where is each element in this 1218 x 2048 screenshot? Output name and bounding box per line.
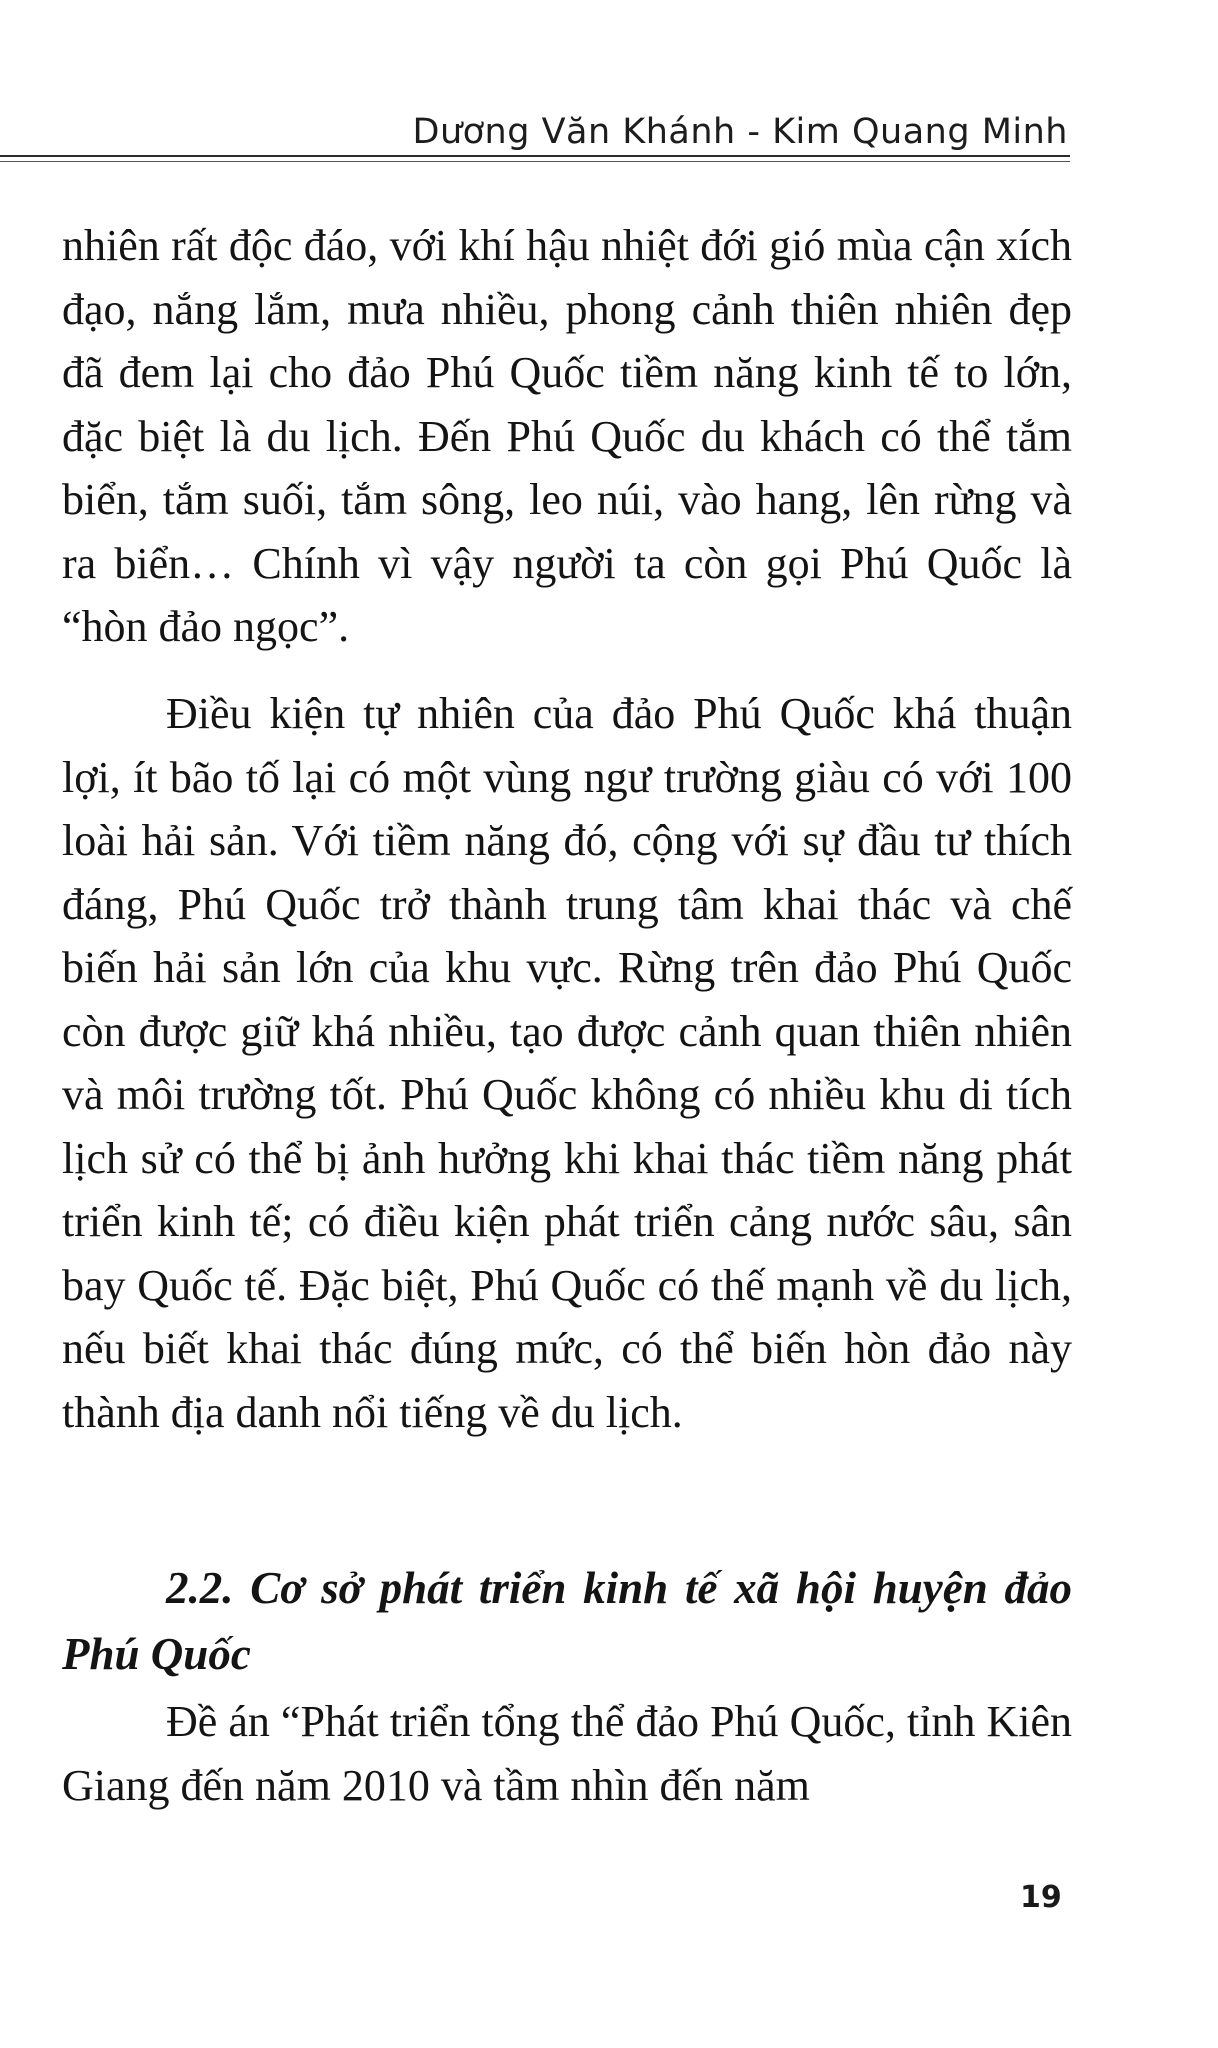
body-paragraph: Đề án “Phát triển tổng thể đảo Phú Quốc, tỉnh Kiên Giang đến năm 2010 và tầm nhìn đến năm (62, 1697, 1072, 1810)
body-paragraph: nhiên rất độc đáo, với khí hậu nhiệt đới gió mùa cận xích đạo, nắng lắm, mưa nhiều, phong cảnh thiên nhiên đẹp đã đem lại cho đảo Phú Quốc tiềm năng kinh tế to lớn, đặc biệt là du lịch. Đến Phú Quốc du khách có thể tắm biển, tắm suối, tắm sông, leo núi, vào hang, lên rừng và ra biển… Chính vì vậy người ta còn gọi Phú Quốc là “hòn đảo ngọc”. (62, 221, 1072, 651)
running-header: Dương Văn Khánh - Kim Quang Minh (412, 112, 1068, 152)
body-block-2 (62, 682, 1072, 1444)
page-number: 19 (1020, 1880, 1062, 1915)
header-rule-thin (0, 161, 1070, 162)
header-rule (0, 155, 1070, 157)
body-block-3 (62, 1690, 1072, 1817)
section-heading: 2.2. Cơ sở phát triển kinh tế xã hội huyện đảo Phú Quốc (62, 1563, 1072, 1679)
body-paragraph: Điều kiện tự nhiên của đảo Phú Quốc khá thuận lợi, ít bão tố lại có một vùng ngư trường giàu có với 100 loài hải sản. Với tiềm năng đó, cộng với sự đầu tư thích đáng, Phú Quốc trở thành trung tâm khai thác và chế biến hải sản lớn của khu vực. Rừng trên đảo Phú Quốc còn được giữ khá nhiều, tạo được cảnh quan thiên nhiên và môi trường tốt. Phú Quốc không có nhiều khu di tích lịch sử có thể bị ảnh hưởng khi khai thác tiềm năng phát triển kinh tế; có điều kiện phát triển cảng nước sâu, sân bay Quốc tế. Đặc biệt, Phú Quốc có thế mạnh về du lịch, nếu biết khai thác đúng mức, có thể biến hòn đảo này thành địa danh nổi tiếng về du lịch. (62, 689, 1072, 1437)
section-heading-block (62, 1555, 1072, 1687)
body-block-1 (62, 214, 1072, 659)
